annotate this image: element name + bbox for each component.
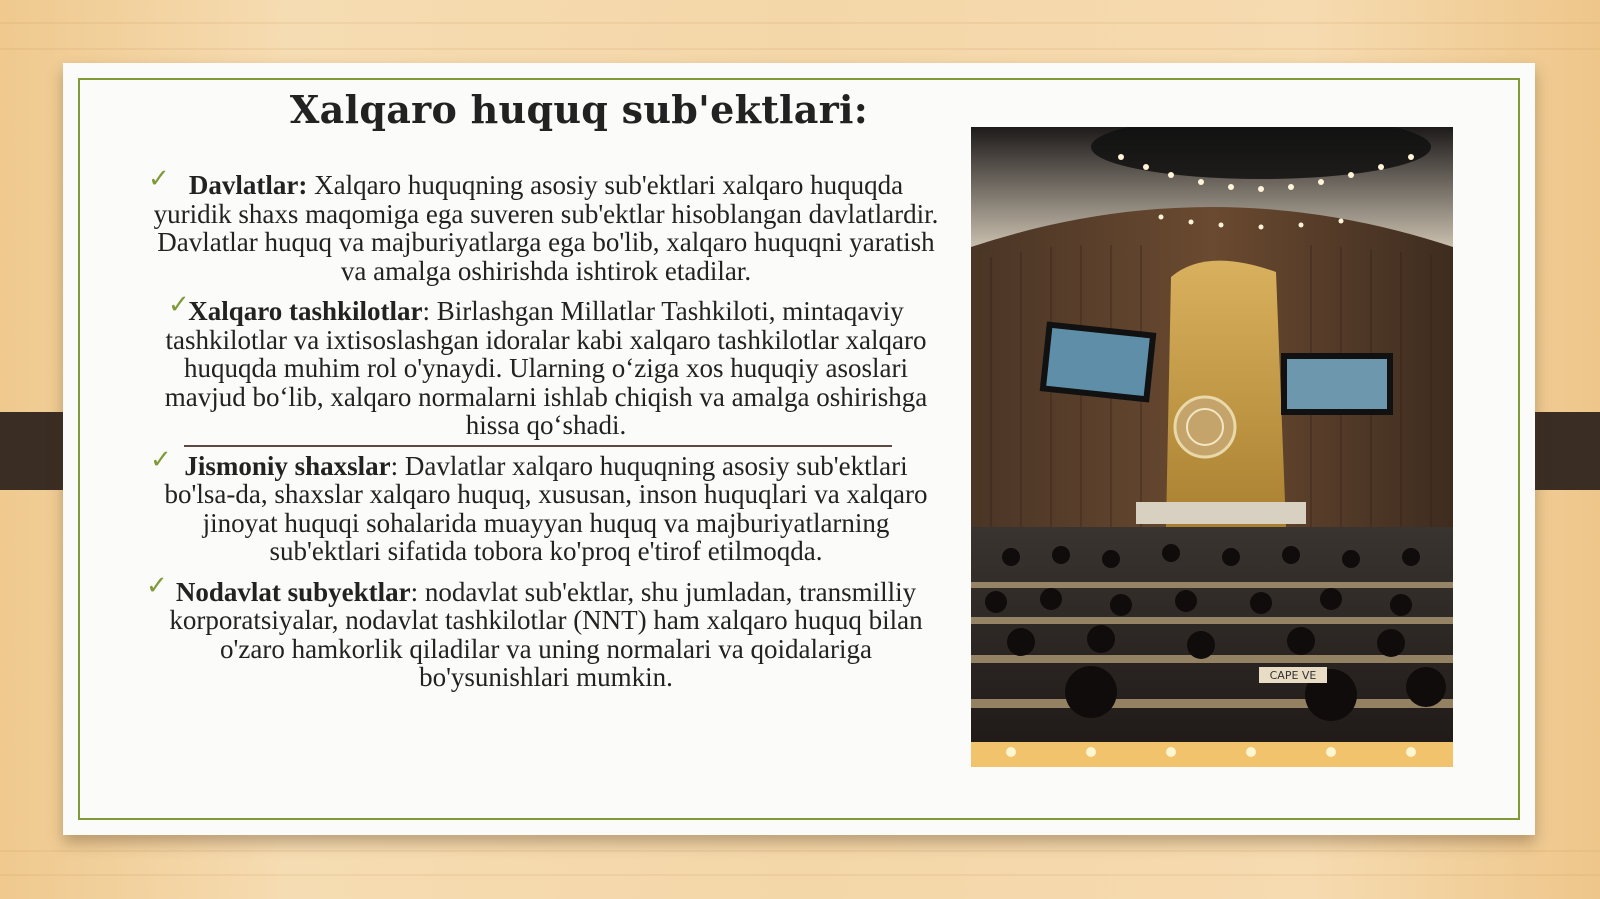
bullet-jismoniy-shaxslar [146,444,946,566]
bullet-text: : Birlashgan Millatlar Tashkiloti, mintaqaviy tashkilotlar va ixtisoslashgan idoralar kabi xalqaro tashkilotlar xalqaro huquqda muhim rol o'ynaydi. Ularning o‘ziga xos huquqiy asoslari mavjud bo‘lib, xalqaro normalarni ishlab chiqish va amalga oshirishga hissa qo‘shadi. [164,296,928,440]
bullet-xalqaro-tashkilotlar [146,290,946,440]
checkmark-icon: ✓ [146,570,168,601]
bullet-list [146,164,946,704]
wood-grain [0,874,1600,876]
checkmark-icon: ✓ [148,164,170,194]
checkmark-icon: ✓ [150,444,172,475]
wood-grain [0,22,1600,24]
bullet-nodavlat-subyektlar [146,570,946,692]
bullet-davlatlar [146,164,946,286]
bullet-text: : nodavlat sub'ektlar, shu jumladan, transmilliy korporatsiyalar, nodavlat tashkilotlar (NNT) ham xalqaro huquq bilan o'zaro hamkorlik qiladilar va uning normalari va qoidalariga bo'ysunishlari mumkin. [169,576,923,692]
slide-title: Xalqaro huquq sub'ektlari: [289,87,869,132]
bullet-text: : Davlatlar xalqaro huquqning asosiy sub'ektlari bo'lsa-da, shaxslar xalqaro huquq, xususan, inson huquqlari va xalqaro jinoyat huquqi sohalarida muayyan huquq va majburiyatlarning sub'ektlari sifatida tobora ko'proq e'tirof etilmoqda. [164,450,928,566]
bullet-term: Davlatlar: [188,170,308,200]
strike-line [184,445,892,447]
wood-grain [0,48,1600,50]
checkmark-icon: ✓ [168,290,190,320]
wood-grain [0,850,1600,852]
un-general-assembly-photo [971,127,1453,767]
bullet-term: Xalqaro tashkilotlar [188,296,423,326]
bullet-term: Jismoniy shaxslar [184,450,391,481]
bullet-term: Nodavlat subyektlar [175,576,411,607]
bullet-text: Xalqaro huquqning asosiy sub'ektlari xalqaro huquqda yuridik shaxs maqomiga ega suveren sub'ektlar hisoblangan davlatlardir. Davlatlar huquq va majburiyatlarga ega bo'lib, xalqaro huquqni yaratish va amalga oshirishda ishtirok etadilar. [153,170,939,286]
delegation-sign: CAPE VE [1269,669,1317,682]
assembly-hall-image [971,127,1453,767]
slide-card [63,63,1535,835]
